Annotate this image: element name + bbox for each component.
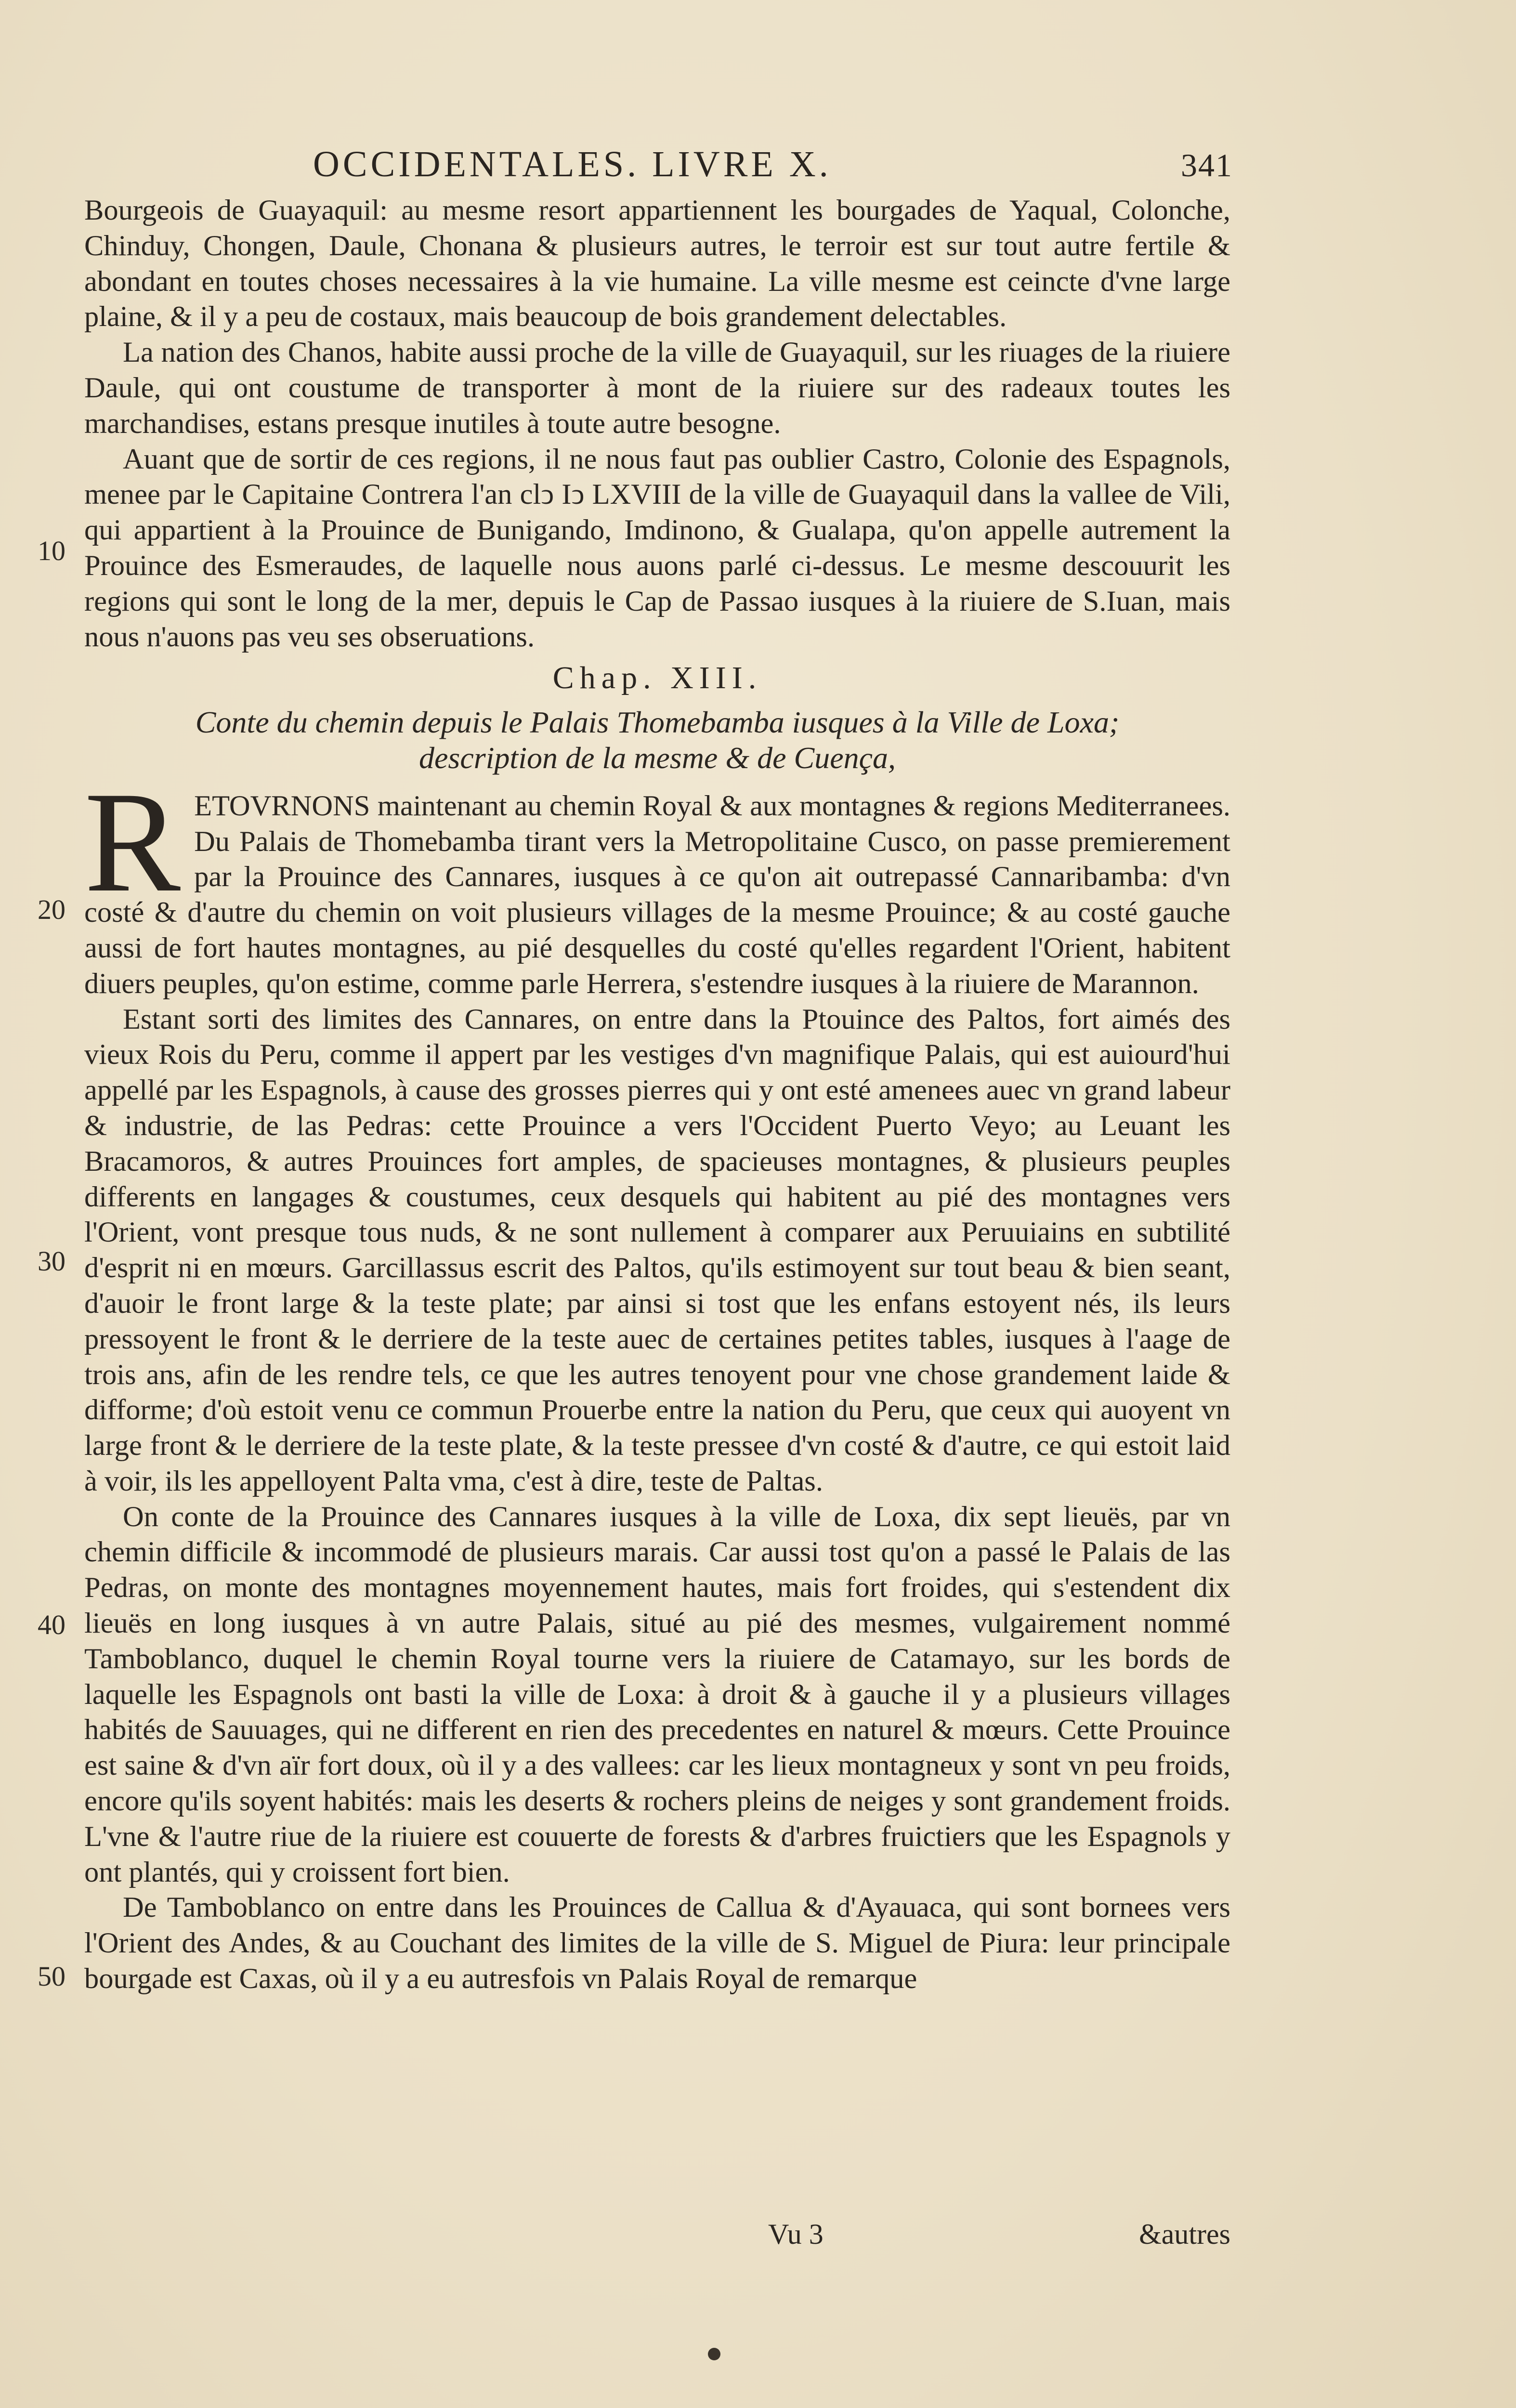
line-number-margin — [0, 0, 84, 2408]
page-number: 341 — [1181, 147, 1233, 183]
paragraph: De Tamboblanco on entre dans les Prouinces de Callua & d'Ayauaca, qui sont bornees vers l'Orient des Andes, & au Couchant des limites de la ville de S. Miguel de Piura: leur principale bourgade est Caxas, où il y a eu autresfois vn Palais Royal de remarque — [84, 1891, 1230, 1995]
chapter-opening-paragraph — [84, 761, 1230, 1002]
line-number: 50 — [38, 1961, 65, 1992]
main-text — [84, 193, 1230, 1997]
chapter-subtitle-line: description de la mesme & de Cuença, — [419, 740, 896, 775]
ink-dot-ornament — [708, 2348, 720, 2360]
chapter-subtitle-line: Conte du chemin depuis le Palais Thomebamba iusques à la Ville de Loxa; — [195, 705, 1120, 740]
line-number: 40 — [38, 1609, 65, 1640]
paragraph: Auant que de sortir de ces regions, il ne nous faut pas oublier Castro, Colonie des Espagnols, menee par le Capitaine Contrera l'an clↄ Iↄ LXVIII de la ville de Guayaquil dans la vallee de Vili, qui appartient à la Prouince de Bunigando, Imdinono, & Gualapa, qu'on appelle autrement la Prouince des Esmeraudes, de laquelle nous auons parlé ci-dessus. Le mesme descouurit les regions qui sont le long de la mer, depuis le Cap de Passao iusques à la riuiere de S.Iuan, mais nous n'auons pas veu ses obseruations. — [84, 443, 1230, 653]
running-head-title: OCCIDENTALES. LIVRE X. — [313, 144, 832, 184]
paragraph-text: ETOVRNONS maintenant au chemin Royal & aux montagnes & regions Mediterranees. Du Palais de Thomebamba tirant vers la Metropolitaine Cusco, on passe premierement par la Prouince des Cannares, iusques à ce qu'on ait outrepassé Cannaribamba: d'vn costé & d'autre du chemin on voit plusieurs villages de la mesme Prouince; & au costé gauche aussi de fort hautes montagnes, au pié desquelles du costé qu'elles regardent l'Orient, habitent diuers peuples, qu'on estime, comme parle Herrera, s'estendre iusques à la riuiere de Marannon. — [84, 789, 1230, 1000]
line-number: 30 — [38, 1245, 65, 1277]
running-head — [87, 144, 1233, 185]
paragraph: Bourgeois de Guayaquil: au mesme resort appartiennent les bourgades de Yaqual, Colonche, Chinduy, Chongen, Daule, Chonana & plusieurs autres, le terroir est sur tout autre fertile & abondant en toutes choses necessaires à la vie humaine. La ville mesme est ceincte d'vne large plaine, & il y a peu de costaux, mais beaucoup de bois grandement delectables. — [84, 194, 1230, 333]
drop-cap: R — [84, 761, 181, 922]
chapter-title: Chap. XIII. — [552, 660, 762, 696]
paragraph: Estant sorti des limites des Cannares, on entre dans la Ptouince des Paltos, fort aimés des vieux Rois du Peru, comme il appert par les vestiges d'vn magnifique Palais, qui est auiourd'hui appellé par les Espagnols, à cause des grosses pierres qui y ont esté amenees auec vn grand labeur & industrie, de las Pedras: cette Prouince a vers l'Occident Puerto Veyo; au Leuant les Bracamoros, & autres Prouinces fort amples, de spacieuses montagnes, & plusieurs peuples differents en langages & coustumes, ceux desquels qui habitent au pié des montagnes vers l'Orient, vont presque tous nuds, & ne sont nullement à comparer aux Peruuiains en subtilité d'esprit ni en mœurs. Garcillassus escrit des Paltos, qu'ils estimoyent sur tout beau & bien seant, d'auoir le front large & la teste plate; par ainsi si tost que les enfans estoyent nés, ils leurs pressoyent le front & le derriere de la teste auec de certaines petites tables, iusques à l'aage de trois ans, afin de les rendre tels, ce que les autres tenoyent pour vne chose grandement laide & difforme; d'où estoit venu ce commun Prouerbe entre la nation du Peru, que ceux qui auoyent vn large front & le derriere de la teste plate, & la teste pressee d'vn costé & d'autre, ce qui estoit laid à voir, ils les appelloyent Palta vma, c'est à dire, teste de Paltas. — [84, 1003, 1230, 1497]
signature-mark: Vu 3 — [768, 2218, 823, 2250]
paragraph: La nation des Chanos, habite aussi proche de la ville de Guayaquil, sur les riuages de la riuiere Daule, qui ont coustume de transporter à mont de la riuiere sur des radeaux toutes les marchandises, estans presque inutiles à toute autre besogne. — [84, 336, 1230, 440]
catchword: &autres — [1139, 2218, 1230, 2250]
line-number: 20 — [38, 894, 65, 925]
line-number: 10 — [38, 535, 65, 566]
paragraph: On conte de la Prouince des Cannares iusques à la ville de Loxa, dix sept lieuës, par vn chemin difficile & incommodé de plusieurs marais. Car aussi tost qu'on a passé le Palais de las Pedras, on monte des montagnes moyennement hautes, mais fort froides, qui s'estendent dix lieuës en long iusques à vn autre Palais, situé au pié des mesmes, vulgairement nommé Tamboblanco, duquel le chemin Royal tourne vers la riuiere de Catamayo, sur les bords de laquelle les Espagnols ont basti la ville de Loxa: à droit & à gauche il y a plusieurs villages habités de Sauuages, qui ne different en rien des precedentes en naturel & mœurs. Cette Prouince est saine & d'vn aïr fort doux, où il y a des vallees: car les lieux montagneux y sont vn peu froids, encore qu'ils soyent habités: mais les deserts & rochers pleins de neiges y sont grandement froids. L'vne & l'autre riue de la riuiere est couuerte de forests & d'arbres fruictiers que les Espagnols y ont plantés, qui y croissent fort bien. — [84, 1500, 1230, 1888]
